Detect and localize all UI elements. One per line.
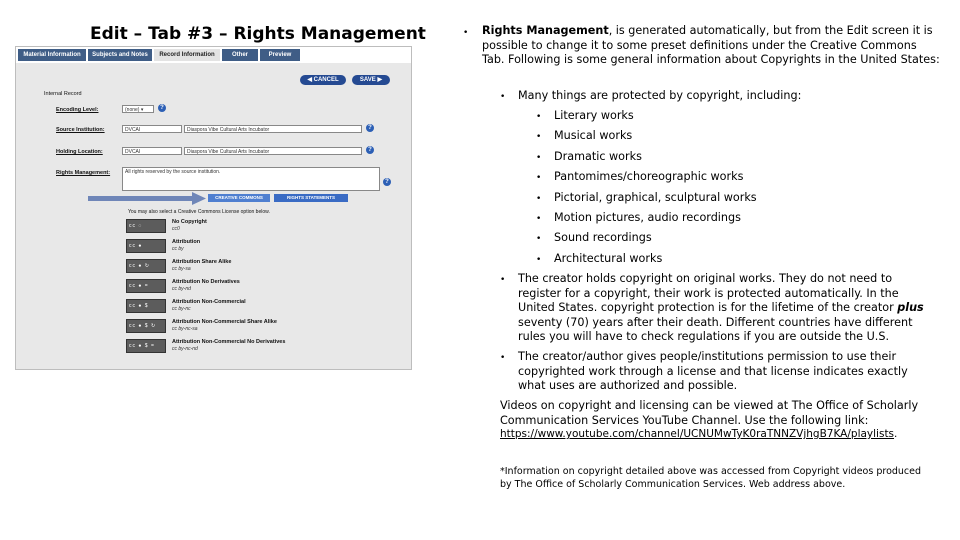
bullet-icon: • <box>536 194 542 204</box>
creator-paragraph <box>518 272 938 345</box>
source-institution-code-input[interactable]: DVCAI <box>122 125 182 133</box>
creator-text-before: The creator holds copyright on original works. They do not need to register for a copyright, their work is protected automatically. In the United States. copyright protection is for the lifetime of the creator <box>518 272 899 314</box>
cc-by-nd-badge-icon: cc ● = <box>126 279 166 293</box>
license-name: Attribution Non-Commercial Share Alike <box>172 319 277 325</box>
intro-rest: , is generated automatically, but from the Edit screen it is possible to change it to some preset definitions under the Creative Commons Tab. Following is some general information about Copyrights in the United States: <box>482 24 940 66</box>
license-code: cc by-nc <box>172 306 191 312</box>
bullet-icon: • <box>500 275 506 285</box>
tab-material-information[interactable]: Material Information <box>18 49 86 61</box>
help-icon[interactable]: ? <box>383 178 391 186</box>
license-code: cc by-nc-nd <box>172 346 198 352</box>
cc-by-nc-badge-icon: cc ● $ <box>126 299 166 313</box>
cc-by-nc-nd-badge-icon: cc ● $ = <box>126 339 166 353</box>
help-icon[interactable]: ? <box>366 146 374 154</box>
bullet-icon: • <box>536 214 542 224</box>
intro-paragraph <box>482 24 942 68</box>
rights-statements-tab-button[interactable]: RIGHTS STATEMENTS <box>274 194 348 202</box>
intro-bold: Rights Management <box>482 24 609 37</box>
protected-heading: Many things are protected by copyright, including: <box>518 89 802 102</box>
bullet-icon: • <box>536 112 542 122</box>
holding-location-code-input[interactable]: DVCAI <box>122 147 182 155</box>
edit-form-screenshot <box>15 46 412 370</box>
rights-management-textarea[interactable]: All rights reserved by the source institution. <box>122 167 380 191</box>
work-item: Architectural works <box>554 252 663 265</box>
youtube-link[interactable]: https://www.youtube.com/channel/UCNUMwTyK0raTNNZVjhgB7KA/playlists <box>500 428 895 440</box>
creative-commons-tab-button[interactable]: CREATIVE COMMONS <box>208 194 270 202</box>
work-item: Dramatic works <box>554 150 642 163</box>
bullet-icon: • <box>500 353 506 363</box>
encoding-level-label: Encoding Level: <box>56 107 99 113</box>
tab-other[interactable]: Other <box>222 49 258 61</box>
cancel-button[interactable] <box>300 75 346 85</box>
cc-prompt: You may also select a Creative Commons License option below. <box>128 209 270 215</box>
source-institution-label: Source Institution: <box>56 127 105 133</box>
cc-by-badge-icon: cc ● <box>126 239 166 253</box>
bullet-icon: • <box>536 255 542 265</box>
cc0-badge-icon: cc ◌ <box>126 219 166 233</box>
chevron-down-icon: ▾ <box>140 107 144 113</box>
holding-location-name-input[interactable]: Diaspora Vibe Cultural Arts Incubator <box>184 147 362 155</box>
section-title: Internal Record <box>44 91 82 97</box>
license-name: Attribution Non-Commercial No Derivatives <box>172 339 286 345</box>
work-item: Pictorial, graphical, sculptural works <box>554 191 757 204</box>
bullet-icon: • <box>536 234 542 244</box>
license-name: Attribution <box>172 239 201 245</box>
creator-plus: plus <box>897 301 924 314</box>
form-area <box>16 63 411 369</box>
work-item: Sound recordings <box>554 231 652 244</box>
holding-location-label: Holding Location: <box>56 149 103 155</box>
tab-record-information[interactable]: Record Information <box>154 49 220 61</box>
bullet-icon: • <box>536 153 542 163</box>
license-code: cc0 <box>172 226 180 232</box>
bullet-icon: • <box>500 92 506 102</box>
license-name: Attribution No Derivatives <box>172 279 240 285</box>
right-arrow-icon: ▶ <box>375 77 383 83</box>
bullet-icon: • <box>536 132 542 142</box>
work-item: Motion pictures, audio recordings <box>554 211 741 224</box>
tab-preview[interactable]: Preview <box>260 49 300 61</box>
work-item: Literary works <box>554 109 634 122</box>
help-icon[interactable]: ? <box>158 104 166 112</box>
cc-by-sa-badge-icon: cc ● ↻ <box>126 259 166 273</box>
license-name: Attribution Non-Commercial <box>172 299 246 305</box>
save-button-label: SAVE <box>359 77 376 83</box>
license-code: cc by-nd <box>172 286 191 292</box>
work-item: Musical works <box>554 129 633 142</box>
cc-by-nc-sa-badge-icon: cc ● $ ↻ <box>126 319 166 333</box>
footnote: *Information on copyright detailed above was accessed from Copyright videos produced by The Office of Scholarly Communication Services. Web address above. <box>500 466 922 490</box>
source-institution-name-input[interactable]: Diaspora Vibe Cultural Arts Incubator <box>184 125 362 133</box>
license-code: cc by-nc-sa <box>172 326 198 332</box>
creator-text-after: seventy (70) years after their death. Different countries have different rules you will have to check regulations if you are outside the U.S. <box>518 315 913 343</box>
tab-bar <box>16 47 411 63</box>
save-button[interactable] <box>352 75 390 85</box>
license-name: No Copyright <box>172 219 207 225</box>
encoding-level-select[interactable] <box>122 105 154 113</box>
videos-paragraph: Videos on copyright and licensing can be viewed at The Office of Scholarly Communication Services YouTube Channel. Use the following link: <box>500 399 919 427</box>
license-name: Attribution Share Alike <box>172 259 232 265</box>
tab-subjects-and-notes[interactable]: Subjects and Notes <box>88 49 152 61</box>
link-suffix: . <box>894 428 898 440</box>
youtube-link-line <box>500 428 897 440</box>
rights-management-label: Rights Management: <box>56 170 111 176</box>
bullet-icon: • <box>463 28 469 38</box>
license-paragraph: The creator/author gives people/institutions permission to use their copyrighted work through a license and that license indicates exactly what uses are authorized and possible. <box>518 350 908 392</box>
encoding-level-value: (none) <box>125 107 140 113</box>
slide-title: Edit – Tab #3 – Rights Management <box>90 24 426 44</box>
left-arrow-icon: ◀ <box>307 77 314 83</box>
license-code: cc by-sa <box>172 266 191 272</box>
bullet-icon: • <box>536 173 542 183</box>
help-icon[interactable]: ? <box>366 124 374 132</box>
license-code: cc by <box>172 246 184 252</box>
cancel-button-label: CANCEL <box>313 77 339 83</box>
work-item: Pantomimes/choreographic works <box>554 170 744 183</box>
pointer-arrow-icon <box>88 192 208 206</box>
